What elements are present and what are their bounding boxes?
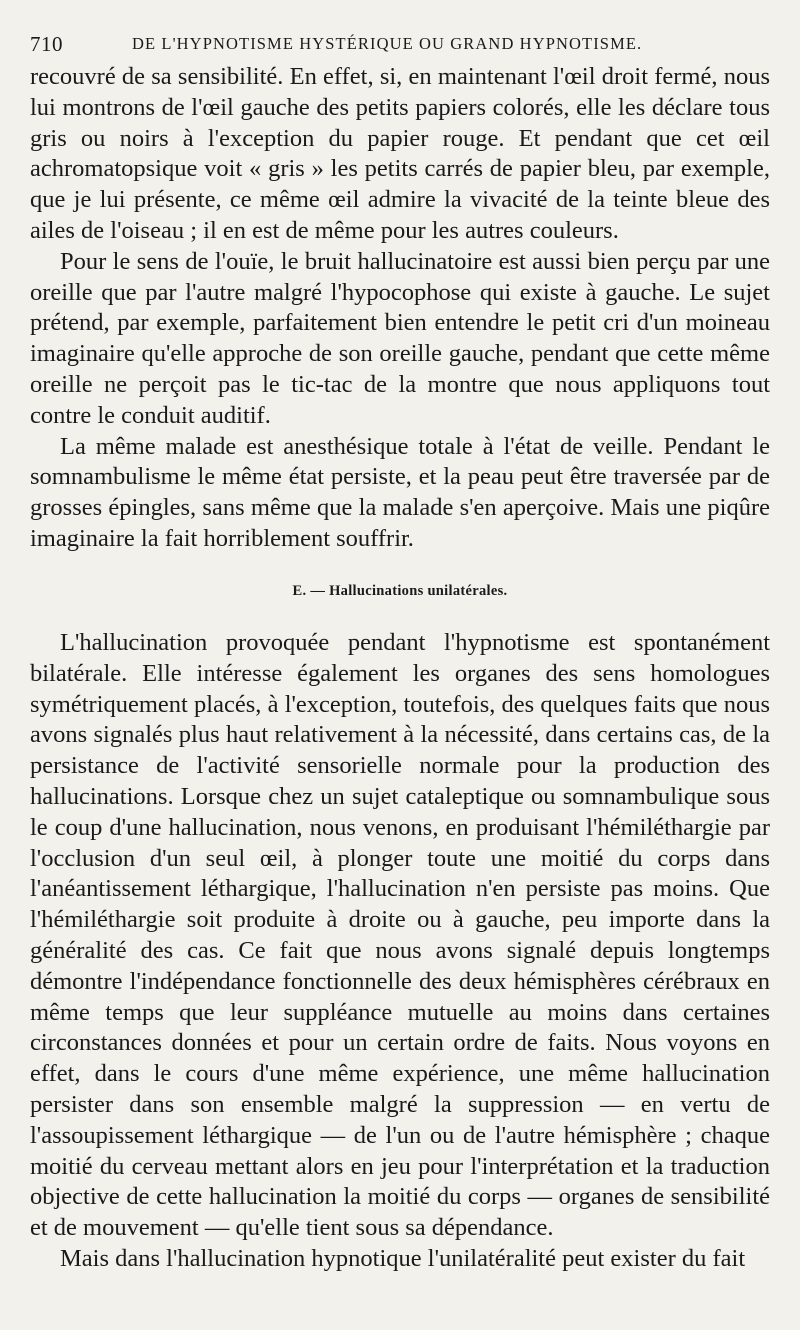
paragraph-continuation: recouvré de sa sensibilité. En effet, si, en maintenant l'œil droit fermé, nous lui montrons de l'œil gauche des petits papiers colorés, elle les déclare tous gris ou noirs à l'exception du papier rouge. Et pendant que cet œil achromatopsique voit « gris » les petits carrés de papier bleu, par exemple, que je lui présente, ce même œil admire la vivacité de la teinte bleue des ailes de l'oiseau ; il en est de même pour les autres couleurs. (30, 63, 770, 244)
section-heading: E. — Hallucinations unilatérales. (292, 583, 508, 599)
text-block-top (30, 62, 770, 555)
text-block-bottom (30, 628, 770, 1275)
running-title: DE L'HYPNOTISME HYSTÉRIQUE OU GRAND HYPNOTISME. (132, 34, 643, 53)
paragraph-anesthesia: La même malade est anesthésique totale à l'état de veille. Pendant le somnambulisme le même état persiste, et la peau peut être traversée par de grosses épingles, sans même que la malade s'en aperçoive. Mais une piqûre imaginaire la fait horriblement souffrir. (30, 432, 770, 552)
page-header (30, 26, 760, 56)
paragraph-final-line: Mais dans l'hallucination hypnotique l'unilatéralité peut exister du fait (60, 1244, 746, 1272)
paragraph-unilateral-hallucinations: L'hallucination provoquée pendant l'hypnotisme est spontanément bilatérale. Elle intéresse également les organes des sens homologues symétriquement placés, à l'exception, toutefois, des quelques faits que nous avons signalés plus haut relativement à la nécessité, dans certains cas, de la persistance de l'activité sensorielle normale pour la production des hallucinations. Lorsque chez un sujet cataleptique ou somnambulique sous le coup d'une hallucination, nous venons, en produisant l'hémiléthargie par l'occlusion d'un seul œil, à plonger toute une moitié du corps dans l'anéantissement léthargique, l'hallucination n'en persiste pas moins. Que l'hémiléthargie soit produite à droite ou à gauche, peu importe dans la généralité des cas. Ce fait que nous avons signalé depuis longtemps démontre l'indépendance fonctionnelle des deux hémisphères cérébraux en même temps que leur suppléance mutuelle au moins dans certaines circonstances données et pour un certain ordre de faits. Nous voyons en effet, dans le cours d'une même expérience, une même hallucination persister dans son ensemble malgré la suppression — en vertu de l'assoupissement léthargique — de l'un ou de l'autre hémisphère ; chaque moitié du cerveau mettant alors en jeu pour l'interprétation et la traduction objective de cette hallucination la moitié du corps — organes de sensibilité et de mouvement — qu'elle tient sous sa dépendance. (30, 629, 770, 1242)
paragraph-hearing: Pour le sens de l'ouïe, le bruit hallucinatoire est aussi bien perçu par une oreille que par l'autre malgré l'hypocophose qui existe à gauche. Le sujet prétend, par exemple, parfaitement bien entendre le petit cri d'un moineau imaginaire qu'elle approche de son oreille gauche, pendant que cette même oreille ne perçoit pas le tic-tac de la montre que nous appliquons tout contre le conduit auditif. (30, 247, 770, 429)
page-number: 710 (30, 32, 63, 56)
